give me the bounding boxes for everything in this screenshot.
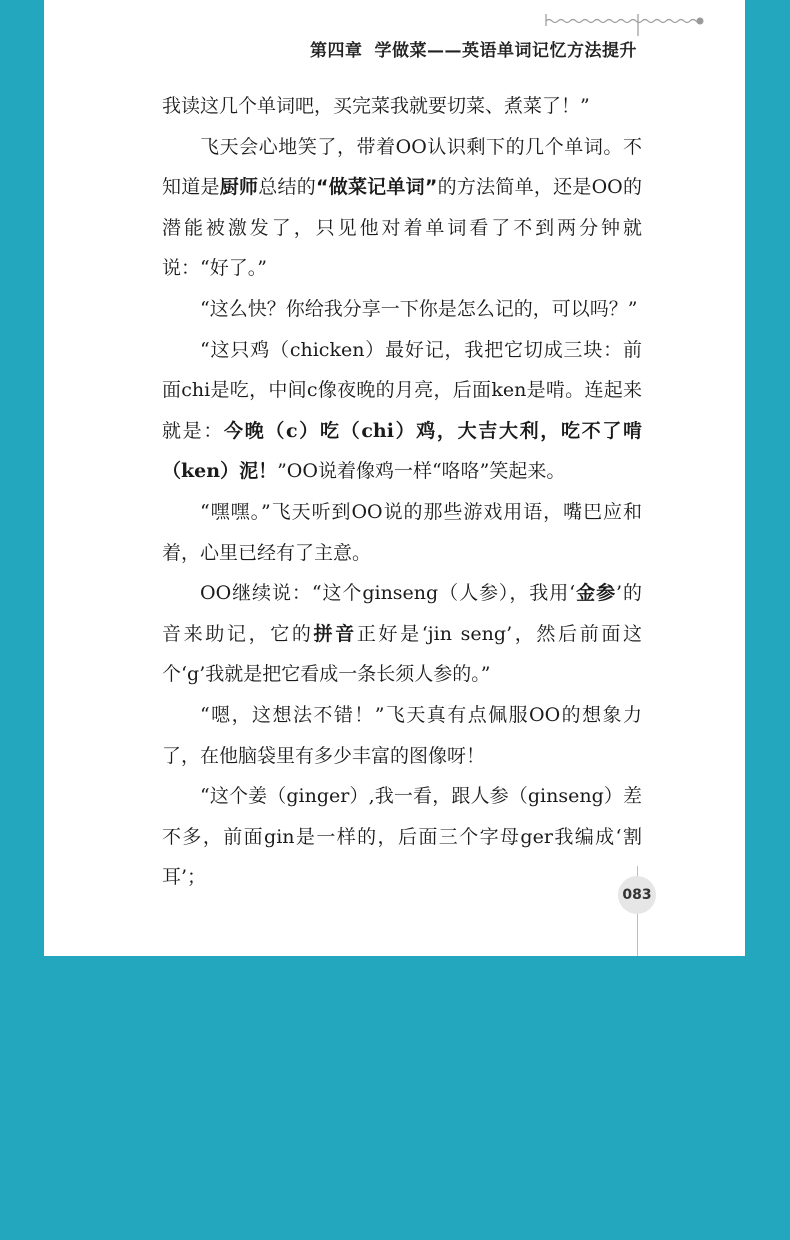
book-page <box>44 0 745 956</box>
page-number: 083 <box>618 876 656 914</box>
chapter-title: 学做菜——英语单词记忆方法提升 <box>374 41 637 61</box>
chapter-label: 第四章 <box>310 41 363 61</box>
bold-term-chef: 厨师 <box>219 176 259 199</box>
paragraph-1: 我读这几个单词吧，买完菜我就要切菜、煮菜了！” <box>162 95 590 117</box>
page-number-rule-bottom <box>637 914 638 956</box>
running-header <box>310 36 637 61</box>
emphasis-jinshen: 金参 <box>575 582 617 605</box>
page-number-rule-top <box>637 866 638 876</box>
paragraph-4: “这只鸡（chicken）最好记，我把它切成三块：前面chi是吃，中间c像夜晚的月亮，后面ken是啃。连起来就是：今晚（c）吃（chi）鸡，大吉大利，吃不了啃（ken）泥！”OO说着像鸡一样“咯咯”笑起来。 <box>162 338 642 483</box>
bold-term-method: “做菜记单词” <box>315 176 438 199</box>
paragraph-7: “嗯，这想法不错！”飞天真有点佩服OO的想象力了，在他脑袋里有多少丰富的图像呀！ <box>162 703 642 767</box>
paragraph-5: “嘿嘿。”飞天听到OO说的那些游戏用语，嘴巴应和着，心里已经有了主意。 <box>162 500 642 564</box>
paragraph-3: “这么快？你给我分享一下你是怎么记的，可以吗？” <box>200 297 638 320</box>
mnemonic-phrase: 今晚（c）吃（chi）鸡，大吉大利，吃不了啃（ken）泥！ <box>162 419 642 483</box>
body-text <box>162 86 642 898</box>
paragraph-6: OO继续说：“这个ginseng（人参），我用‘金参’的音来助记，它的拼音正好是‘jin seng’，然后前面这个‘g’我就是把它看成一条长须人参的。” <box>162 582 642 686</box>
emphasis-pinyin: 拼音 <box>313 622 357 645</box>
paragraph-2: 飞天会心地笑了，带着OO认识剩下的几个单词。不知道是厨师总结的“做菜记单词”的方法简单，还是OO的潜能被激发了，只见他对着单词看了不到两分钟就说：“好了。” <box>162 135 642 280</box>
paragraph-8: “这个姜（ginger）,我一看，跟人参（ginseng）差不多，前面gin是一样的，后面三个字母ger我编成‘割耳’； <box>162 785 642 889</box>
